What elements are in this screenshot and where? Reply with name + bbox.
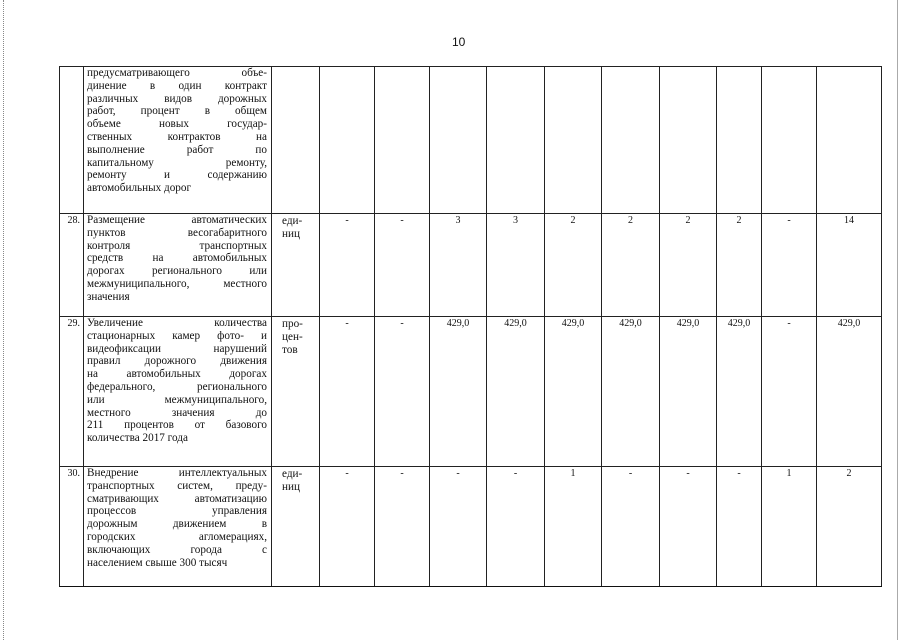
row-number: 28. (60, 214, 84, 317)
value-cell (817, 67, 882, 214)
description-line: процессов управления (87, 505, 267, 518)
description-line: работ, процент в общем (87, 105, 267, 118)
table-row (60, 467, 882, 587)
value-cell (320, 67, 375, 214)
value-cell: 429,0 (717, 317, 762, 467)
value-cell: 429,0 (487, 317, 545, 467)
value-cell: - (375, 317, 430, 467)
unit-of-measure: еди- ниц (272, 467, 320, 587)
unit-of-measure (272, 67, 320, 214)
value-cell: 2 (717, 214, 762, 317)
page-number: 10 (452, 35, 466, 49)
value-cell: - (320, 467, 375, 587)
value-cell: 3 (487, 214, 545, 317)
value-cell (660, 67, 717, 214)
value-cell: 429,0 (602, 317, 660, 467)
description-line: предусматривающего объе- (87, 67, 267, 79)
table-row (60, 317, 882, 467)
description-line: пунктов весогабаритного (87, 226, 267, 239)
indicator-description (84, 214, 272, 317)
indicator-description (84, 467, 272, 587)
value-cell: 14 (817, 214, 882, 317)
description-line: или межмуниципального, (87, 393, 267, 406)
table-row (60, 67, 882, 214)
description-line: капитальному ремонту, (87, 156, 267, 169)
value-cell (487, 67, 545, 214)
value-cell: 2 (545, 214, 602, 317)
value-cell: - (762, 317, 817, 467)
description-line: включающих города с (87, 543, 267, 556)
table-body (60, 67, 882, 587)
description-line: правил дорожного движения (87, 355, 267, 368)
description-line: Внедрение интеллектуальных (87, 467, 267, 479)
description-line: автомобильных дорог (87, 182, 192, 195)
description-line: городских агломерациях, (87, 530, 267, 543)
description-line: транспортных систем, преду- (87, 479, 267, 492)
description-line: населением свыше 300 тысяч (87, 556, 228, 569)
value-cell: 2 (660, 214, 717, 317)
value-cell (375, 67, 430, 214)
unit-of-measure: про- цен- тов (272, 317, 320, 467)
scan-edge-right (897, 0, 898, 640)
value-cell: 1 (762, 467, 817, 587)
value-cell: 429,0 (545, 317, 602, 467)
value-cell: - (320, 317, 375, 467)
description-line: динение в один контракт (87, 79, 267, 92)
description-line: средств на автомобильных (87, 252, 267, 265)
value-cell: - (430, 467, 487, 587)
indicators-table (59, 66, 882, 587)
row-number (60, 67, 84, 214)
description-line: контроля транспортных (87, 239, 267, 252)
row-number: 29. (60, 317, 84, 467)
description-line: на автомобильных дорогах (87, 368, 267, 381)
description-line: дорожным движением в (87, 518, 267, 531)
description-line: объеме новых государ- (87, 118, 267, 131)
value-cell: 429,0 (660, 317, 717, 467)
description-line: значения (87, 290, 130, 303)
value-cell (430, 67, 487, 214)
value-cell (717, 67, 762, 214)
value-cell: 2 (602, 214, 660, 317)
value-cell: - (660, 467, 717, 587)
description-line: федерального, регионального (87, 380, 267, 393)
value-cell: 3 (430, 214, 487, 317)
value-cell (762, 67, 817, 214)
value-cell (545, 67, 602, 214)
indicator-description (84, 317, 272, 467)
description-line: сматривающих автоматизацию (87, 492, 267, 505)
value-cell: - (320, 214, 375, 317)
description-line: ремонту и содержанию (87, 169, 267, 182)
value-cell: - (375, 214, 430, 317)
value-cell: 429,0 (430, 317, 487, 467)
description-line: стационарных камер фото- и (87, 329, 267, 342)
value-cell: 1 (545, 467, 602, 587)
description-line: 211 процентов от базового (87, 419, 267, 432)
value-cell: 2 (817, 467, 882, 587)
scan-edge-left (3, 0, 4, 640)
value-cell: - (487, 467, 545, 587)
value-cell: - (762, 214, 817, 317)
value-cell: - (375, 467, 430, 587)
description-line: Увеличение количества (87, 317, 267, 329)
description-line: дорогах регионального или (87, 265, 267, 278)
description-line: видеофиксации нарушений (87, 342, 267, 355)
row-number: 30. (60, 467, 84, 587)
table-row (60, 214, 882, 317)
value-cell: - (717, 467, 762, 587)
description-line: количества 2017 года (87, 432, 188, 445)
unit-of-measure: еди- ниц (272, 214, 320, 317)
value-cell: - (602, 467, 660, 587)
description-line: местного значения до (87, 406, 267, 419)
description-line: выполнение работ по (87, 143, 267, 156)
description-line: межмуниципального, местного (87, 277, 267, 290)
indicator-description (84, 67, 272, 214)
description-line: различных видов дорожных (87, 92, 267, 105)
description-line: Размещение автоматических (87, 214, 267, 226)
value-cell (602, 67, 660, 214)
value-cell: 429,0 (817, 317, 882, 467)
description-line: ственных контрактов на (87, 130, 267, 143)
